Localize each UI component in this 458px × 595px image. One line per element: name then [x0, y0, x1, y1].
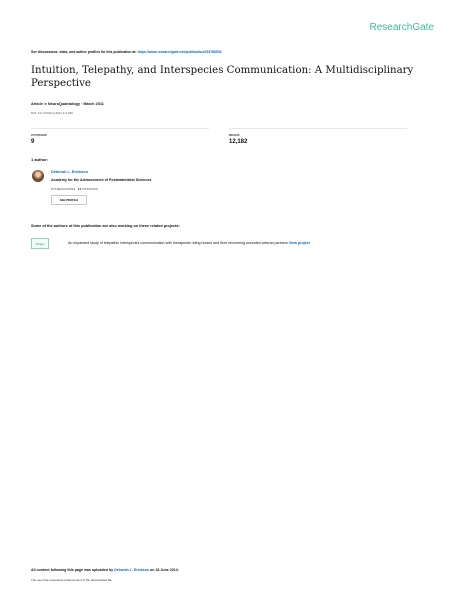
author-avatar[interactable]: [32, 170, 44, 182]
upload-note: [31, 568, 179, 572]
publications-label: PUBLICATIONS: [53, 187, 76, 191]
see-profile-button[interactable]: SEE PROFILE: [51, 195, 87, 205]
author-stats: [51, 187, 98, 191]
discussions-line: [31, 50, 222, 54]
upload-date: on 18 June 2014.: [150, 568, 179, 572]
enhancement-note: The user has requested enhancement of the downloaded file.: [31, 578, 113, 582]
related-projects-heading: Some of the authors of this publication are also working on these related projects:: [31, 224, 180, 228]
doi: DOI: 10.14704/nq.2011.1.9.399: [31, 111, 73, 115]
citations-value: 9: [31, 139, 35, 145]
publications-count: 7: [51, 187, 53, 191]
reads-label: READS: [229, 133, 240, 137]
author-citations-label: CITATIONS: [82, 187, 98, 191]
journal-date: NeuroQuantology · March 2011: [47, 102, 104, 106]
author-citations-count: 17: [77, 187, 82, 191]
citations-divider: [31, 128, 209, 129]
reads-value: 12,182: [229, 139, 248, 145]
project-description: An expanded study of telepathic interspecies communication with therapeutic riding horses and their recovering wounded veteran partners: [68, 241, 288, 245]
meta-in: in: [43, 102, 47, 106]
project-badge: Project: [31, 238, 49, 249]
publication-title: Intuition, Telepathy, and Interspecies Communication: A Multidisciplinary Perspective: [31, 65, 414, 89]
citations-label: CITATIONS: [31, 133, 47, 137]
reads-divider: [229, 128, 407, 129]
publication-link[interactable]: https://www.researchgate.net/publication/233786533: [137, 50, 222, 54]
project-item: [68, 241, 310, 245]
author-affiliation: Academy for the Advancement of Postmaterialist Sciences: [51, 178, 152, 182]
authors-count: 1 author:: [31, 157, 49, 162]
author-name-link[interactable]: Deborah L. Erickson: [51, 170, 88, 174]
publication-meta: [31, 102, 104, 106]
researchgate-logo: ResearchGate: [369, 22, 434, 33]
discussions-prefix: See discussions, stats, and author profiles for this publication at:: [31, 50, 137, 54]
upload-prefix: All content following this page was uploaded by: [31, 568, 114, 572]
uploader-link[interactable]: Deborah L. Erickson: [114, 568, 150, 572]
article-type: Article: [31, 102, 43, 106]
view-project-link[interactable]: View project: [288, 241, 310, 245]
